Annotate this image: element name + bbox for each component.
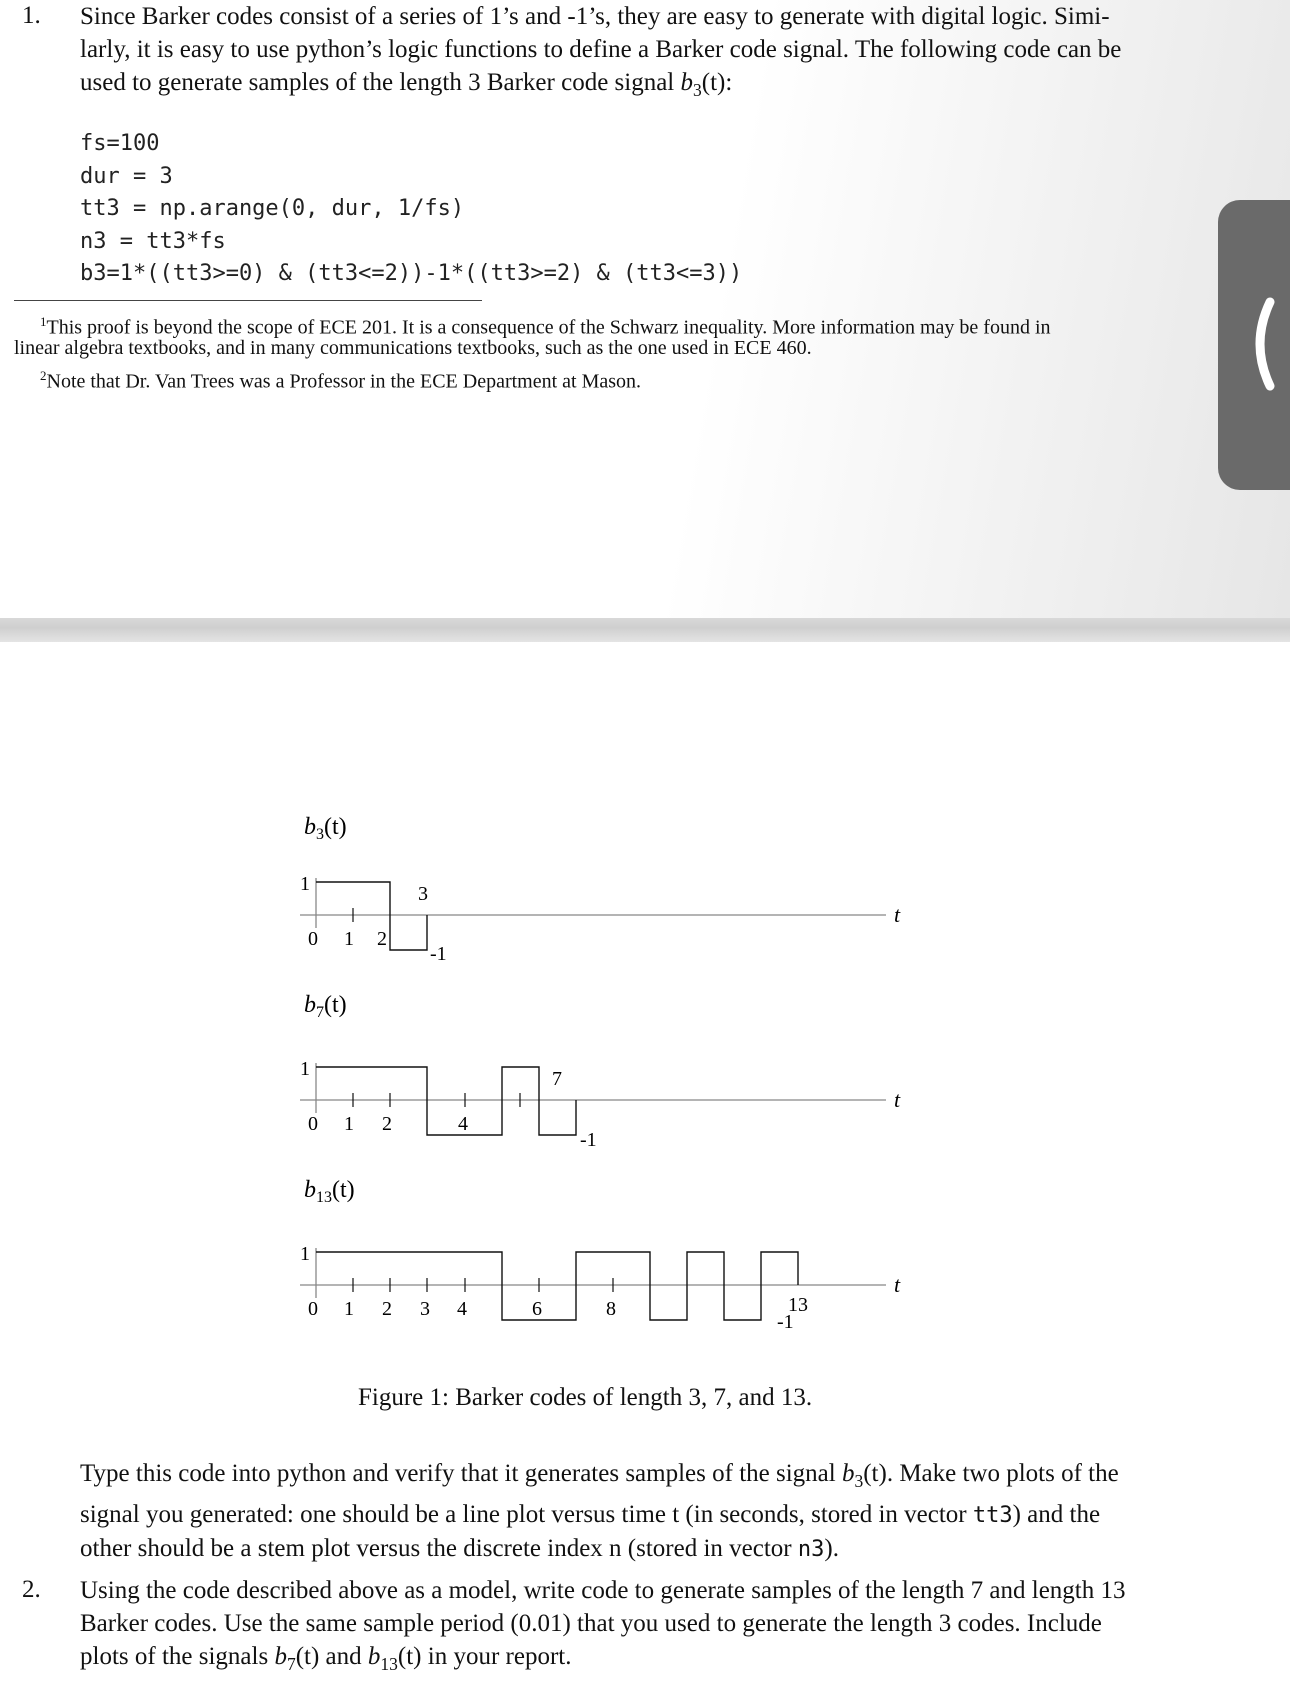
plot-b7-tick-0: 0 bbox=[308, 1113, 318, 1135]
code-line: tt3 = np.arange(0, dur, 1/fs) bbox=[80, 196, 465, 221]
after-line-3b: ). bbox=[824, 1535, 839, 1562]
item-2-line-1: Using the code described above as a model, write code to generate samples of the length 7 and length 13 bbox=[80, 1577, 1126, 1604]
footnote-2-mark: 2 bbox=[40, 368, 47, 383]
plot-b13-tick-2: 2 bbox=[382, 1298, 392, 1320]
after-line-3a: other should be a stem plot versus the discrete index n (stored in vector bbox=[80, 1535, 798, 1562]
code-line: fs=100 bbox=[80, 131, 160, 156]
footnote-2-line-1: Note that Dr. Van Trees was a Professor in the ECE Department at Mason. bbox=[46, 370, 642, 393]
plot-b13-label: $b_{13}(t)$ bbox=[304, 1177, 355, 1206]
after-line-1b: . Make two plots of the bbox=[886, 1460, 1119, 1487]
code-line: n3 = tt3*fs bbox=[80, 228, 226, 254]
plot-b3-tick-0: 0 bbox=[308, 928, 318, 950]
plot-b7-label: $b_7(t)$ bbox=[304, 992, 347, 1021]
item-1-line-3: used to generate samples of the length 3 Barker code signal bbox=[80, 69, 681, 96]
plot-b3-high: 1 bbox=[300, 873, 310, 895]
plot-b13-mark-6: 6 bbox=[532, 1298, 542, 1320]
chevron-left-icon bbox=[1236, 296, 1286, 392]
plot-b13 bbox=[300, 1177, 901, 1333]
plot-b7-high: 1 bbox=[300, 1058, 310, 1080]
plot-b13-tick-0: 0 bbox=[308, 1298, 318, 1320]
after-line-2b: ) and the bbox=[1012, 1501, 1101, 1528]
code-line: dur = 3 bbox=[80, 163, 173, 189]
item-2-s1: b bbox=[274, 1643, 287, 1670]
item-1-text bbox=[80, 0, 1121, 107]
footnote-1-line-2: linear algebra textbooks, and in many communications textbooks, such as the one used in ECE 460. bbox=[14, 337, 812, 359]
plot-b3-tick-2: 2 bbox=[377, 928, 387, 950]
plot-b7-mark-4: 4 bbox=[458, 1113, 468, 1135]
item-2-line-3a: plots of the signals bbox=[80, 1643, 275, 1670]
item-2-line-3b: in your report. bbox=[421, 1643, 572, 1670]
footnote-1-mark: 1 bbox=[40, 314, 47, 329]
item-2-text bbox=[80, 1574, 1126, 1681]
after-sym-arg: (t) bbox=[863, 1460, 887, 1487]
item-2-s2-sub: 13 bbox=[380, 1654, 398, 1674]
plot-b13-high: 1 bbox=[300, 1243, 310, 1265]
plot-b3-mark-3: 3 bbox=[418, 883, 428, 905]
footnote-2 bbox=[40, 362, 641, 396]
after-sym: b bbox=[841, 1460, 855, 1487]
plot-b3-label: $b_3(t)$ bbox=[304, 814, 347, 843]
plot-b13-mark-13: 13 bbox=[788, 1294, 808, 1316]
signal-symbol: b bbox=[680, 69, 694, 96]
signal-arg: (t) bbox=[701, 69, 726, 96]
plot-b13-tick-4: 4 bbox=[457, 1298, 467, 1320]
after-code-n3: n3 bbox=[797, 1537, 825, 1562]
plot-b3-axis-label: t bbox=[894, 902, 901, 927]
footnote-1-line-1: This proof is beyond the scope of ECE 201. It is a consequence of the Schwarz inequality. More information may be found in bbox=[46, 316, 1051, 339]
footnote-rule bbox=[14, 300, 482, 301]
code-line: b3=1*((tt3>=0) & (tt3<=2))-1*((tt3>=2) & (tt3<=3)) bbox=[80, 261, 743, 286]
footnote-1-cont bbox=[14, 335, 812, 362]
signal-sub: 3 bbox=[693, 80, 702, 100]
plot-b13-mark-8: 8 bbox=[606, 1298, 616, 1320]
figure-caption: Figure 1: Barker codes of length 3, 7, and 13. bbox=[358, 1384, 813, 1411]
item-2-s1-sub: 7 bbox=[286, 1654, 296, 1674]
signal-end: : bbox=[725, 69, 733, 96]
after-line-2a: signal you generated: one should be a line plot versus time t (in seconds, stored in vector bbox=[80, 1501, 973, 1528]
plot-b13-tick-1: 1 bbox=[344, 1298, 354, 1320]
after-sym-sub: 3 bbox=[854, 1471, 864, 1491]
plot-b7-waveform bbox=[316, 1067, 576, 1135]
plot-b3-waveform bbox=[316, 882, 427, 950]
item-2-and: and bbox=[319, 1643, 368, 1670]
plot-b3 bbox=[300, 814, 901, 965]
side-panel-tab[interactable] bbox=[1218, 200, 1290, 490]
plot-b13-tick-3: 3 bbox=[420, 1298, 430, 1320]
plot-b7-mark-7: 7 bbox=[552, 1068, 562, 1090]
item-2-s2: b bbox=[367, 1643, 381, 1670]
item-2-line-2: Barker codes. Use the same sample period (0.01) that you used to generate the length 3 codes. Include bbox=[80, 1610, 1102, 1637]
page-separator bbox=[0, 618, 1290, 642]
item-1-number: 1. bbox=[22, 2, 41, 29]
plot-b7 bbox=[300, 992, 901, 1151]
plot-b7-axis-label: t bbox=[894, 1087, 901, 1112]
plot-b3-tick-1: 1 bbox=[344, 928, 354, 950]
plot-b3-low: -1 bbox=[430, 943, 447, 965]
code-block bbox=[80, 128, 742, 291]
item-2-s2-arg: (t) bbox=[397, 1643, 422, 1670]
plot-b7-low: -1 bbox=[580, 1129, 597, 1151]
after-figure-text bbox=[80, 1457, 1119, 1566]
plot-b7-tick-1: 1 bbox=[344, 1113, 354, 1135]
item-2-s1-arg: (t) bbox=[295, 1643, 320, 1670]
barker-figure bbox=[280, 800, 920, 1360]
item-1-line-2: larly, it is easy to use python’s logic functions to define a Barker code signal. The following code can be bbox=[80, 36, 1122, 63]
after-code-tt3: tt3 bbox=[972, 1503, 1013, 1528]
item-1-line-1: Since Barker codes consist of a series of 1’s and -1’s, they are easy to generate with digital logic. Simi- bbox=[80, 3, 1110, 30]
plot-b13-axis-label: t bbox=[894, 1272, 901, 1297]
plot-b13-low: -1 bbox=[777, 1311, 794, 1333]
after-line-1a: Type this code into python and verify that it generates samples of the signal bbox=[80, 1460, 842, 1487]
plot-b7-tick-2: 2 bbox=[382, 1113, 392, 1135]
item-2-number: 2. bbox=[22, 1576, 41, 1603]
